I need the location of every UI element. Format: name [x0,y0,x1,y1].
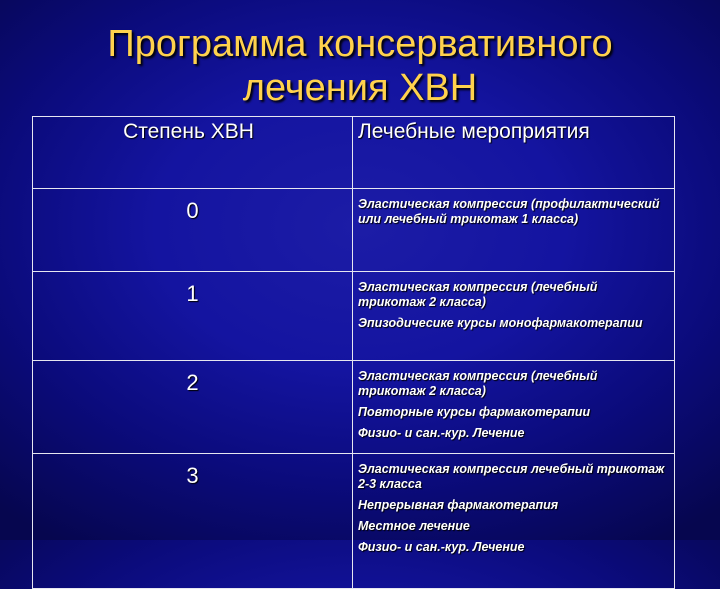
header-grade: Степень ХВН [33,117,353,189]
grade-cell: 1 [33,272,353,361]
slide-title-line-2: лечения ХВН [242,67,478,109]
table-row [33,454,675,589]
measures-cell [353,189,675,272]
table-row [33,361,675,454]
measure-item: Эластическая компрессия (лечебный трикотаж 2 класса) [358,280,598,309]
slide-title-line-1: Программа консервативного [107,23,613,65]
measure-item: Физио- и сан.-кур. Лечение [358,540,525,554]
measure-item: Местное лечение [358,519,470,533]
grade-cell: 0 [33,189,353,272]
measures-cell [353,454,675,589]
measure-item: Физио- и сан.-кур. Лечение [358,426,525,440]
measure-item: Эластическая компрессия (профилактический или лечебный трикотаж 1 класса) [358,197,660,226]
treatment-table [32,116,675,589]
header-measures: Лечебные мероприятия [353,117,675,189]
measures-cell [353,272,675,361]
measure-item: Повторные курсы фармакотерапии [358,405,591,419]
measure-item: Эпизодичесике курсы монофармакотерапии [358,316,643,330]
measure-item: Эластическая компрессия лечебный трикотаж 2-3 класса [358,462,665,491]
grade-cell: 3 [33,454,353,589]
table-row [33,189,675,272]
measure-item: Эластическая компрессия (лечебный трикотаж 2 класса) [358,369,598,398]
measures-cell [353,361,675,454]
measure-item: Непрерывная фармакотерапия [358,498,559,512]
slide-title [0,22,720,110]
table-row [33,272,675,361]
treatment-table-container [32,116,674,554]
grade-cell: 2 [33,361,353,454]
table-header-row [33,117,675,189]
